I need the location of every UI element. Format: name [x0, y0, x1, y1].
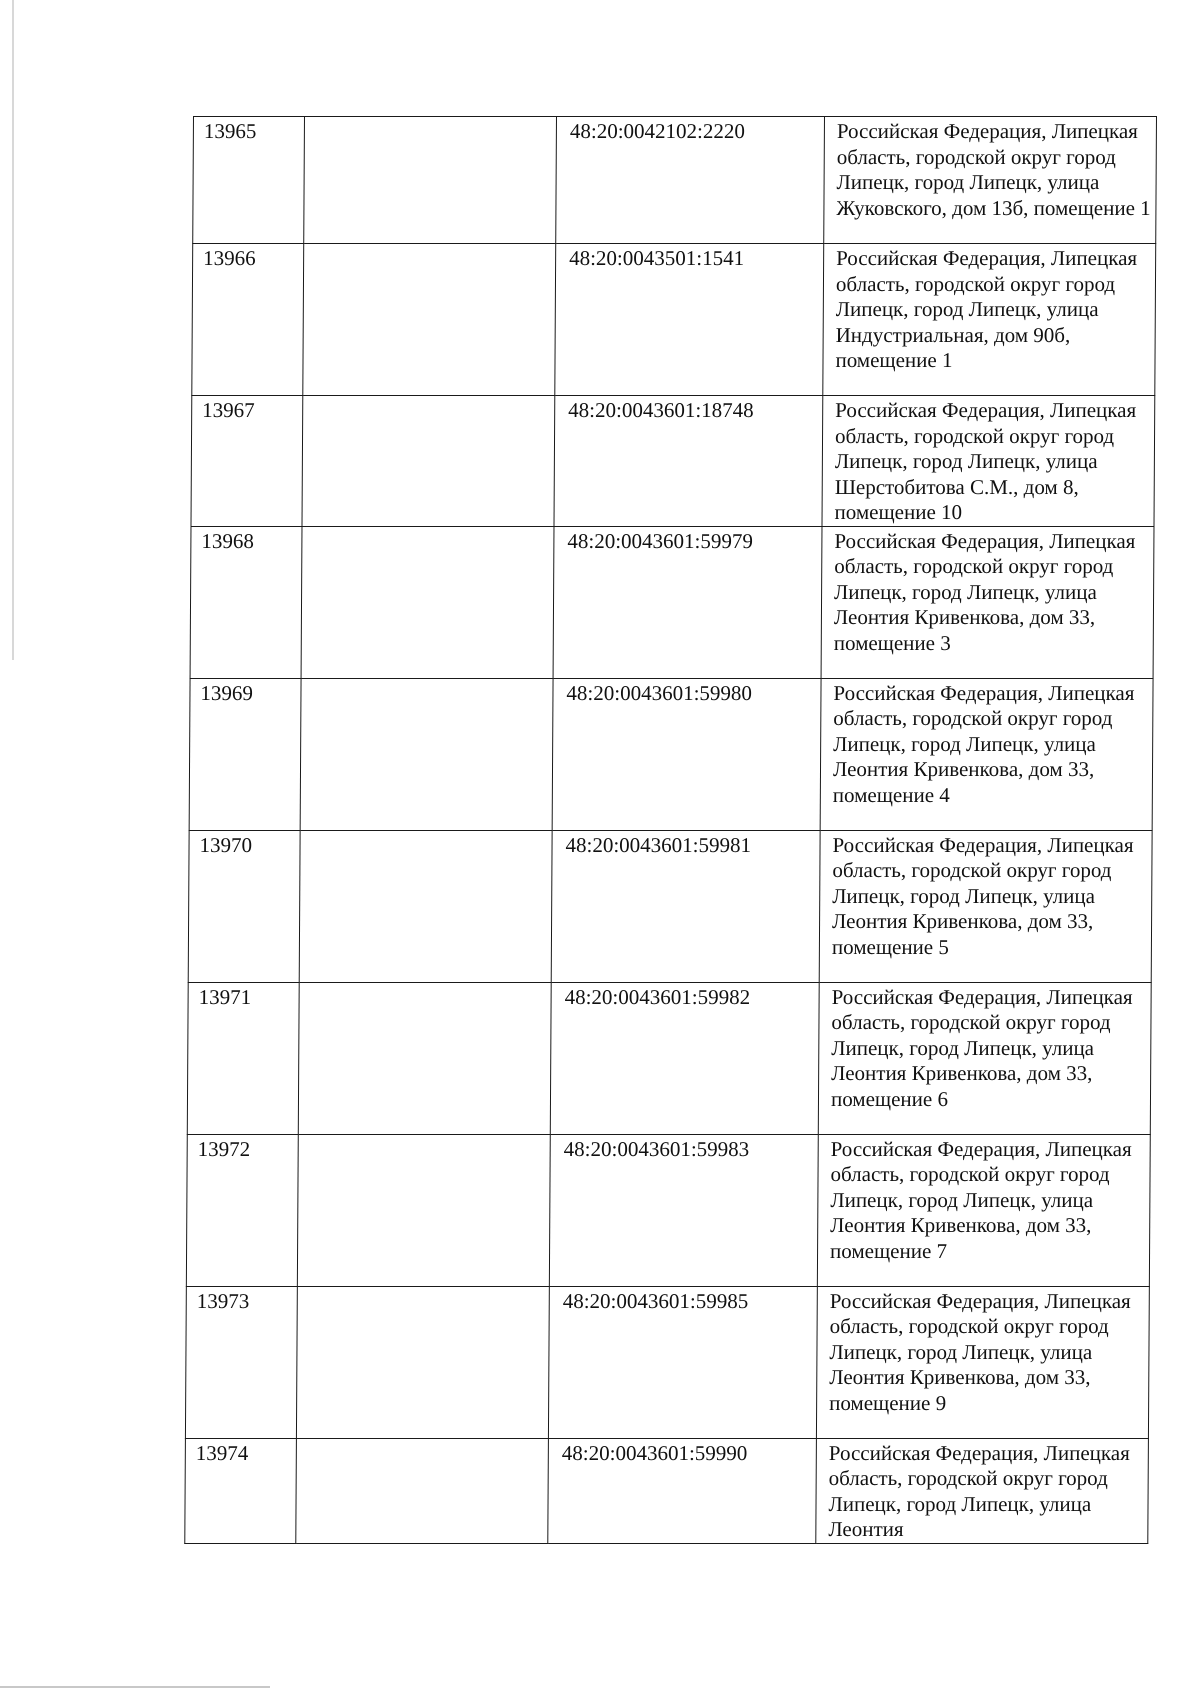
empty-cell [303, 244, 556, 396]
address-text: Российская Федерация, Липецкая область, городской округ город Липецк, город Липецк, улица Леонтия Кривенкова, дом 33, помещение 9 [829, 1288, 1131, 1415]
empty-cell [299, 830, 552, 982]
row-number: 13974 [185, 1438, 297, 1543]
address [817, 1134, 1150, 1286]
empty-cell [304, 117, 557, 244]
empty-cell [302, 396, 555, 527]
scan-edge-left [12, 0, 14, 660]
address-text: Российская Федерация, Липецкая область, городской округ город Липецк, город Липецк, улица Леонтия [828, 1440, 1130, 1541]
empty-cell [300, 678, 553, 830]
address-text: Российская Федерация, Липецкая область, городской округ город Липецк, город Липецк, улица Леонтия Кривенкова, дом 33, помещение 3 [833, 528, 1136, 655]
scan-edge-bottom [0, 1686, 270, 1688]
empty-cell [296, 1438, 549, 1543]
cadastral-number: 48:20:0042102:2220 [556, 117, 825, 244]
cadastral-number: 48:20:0043601:59990 [548, 1438, 817, 1543]
row-number: 13969 [189, 678, 301, 830]
row-number: 13971 [187, 982, 299, 1134]
cadastral-number: 48:20:0043601:18748 [554, 396, 823, 527]
address-text: Российская Федерация, Липецкая область, городской округ город Липецк, город Липецк, улица Леонтия Кривенкова, дом 33, помещение 4 [832, 680, 1135, 807]
address [824, 117, 1157, 244]
address [816, 1286, 1149, 1438]
cadastral-number: 48:20:0043601:59979 [553, 526, 822, 678]
address [818, 982, 1151, 1134]
address-text: Российская Федерация, Липецкая область, городской округ город Липецк, город Липецк, улица Шерстобитова С.М., дом 8, помещение 10 [834, 398, 1137, 524]
empty-cell [298, 982, 551, 1134]
row-number: 13970 [188, 830, 300, 982]
cadastral-number: 48:20:0043501:1541 [555, 244, 824, 396]
address-text: Российская Федерация, Липецкая область, городской округ город Липецк, город Липецк, улица Леонтия Кривенкова, дом 33, помещение 6 [830, 984, 1133, 1111]
address [816, 1438, 1149, 1543]
address [821, 526, 1154, 678]
empty-cell [297, 1134, 550, 1286]
cadastral-number: 48:20:0043601:59980 [552, 678, 821, 830]
empty-cell [301, 526, 554, 678]
property-register-table [184, 116, 1157, 1544]
table-row [191, 396, 1155, 527]
table-row [185, 1438, 1149, 1543]
address [819, 830, 1152, 982]
table-row [193, 117, 1157, 244]
row-number: 13973 [185, 1286, 297, 1438]
empty-cell [296, 1286, 549, 1438]
row-number: 13965 [193, 117, 305, 244]
row-number: 13972 [186, 1134, 298, 1286]
table-row [189, 678, 1153, 830]
table-row [186, 1134, 1150, 1286]
address-text: Российская Федерация, Липецкая область, городской округ город Липецк, город Липецк, улица Жуковского, дом 13б, помещение 1 [836, 119, 1151, 220]
address [823, 244, 1156, 396]
address [822, 396, 1155, 527]
cadastral-number: 48:20:0043601:59985 [548, 1286, 817, 1438]
address-text: Российская Федерация, Липецкая область, городской округ город Липецк, город Липецк, улица Леонтия Кривенкова, дом 33, помещение 5 [831, 832, 1134, 959]
row-number: 13966 [192, 244, 304, 396]
address-text: Российская Федерация, Липецкая область, городской округ город Липецк, город Липецк, улица Индустриальная, дом 90б, помещение 1 [835, 246, 1138, 372]
row-number: 13967 [191, 396, 303, 527]
address-text: Российская Федерация, Липецкая область, городской округ город Липецк, город Липецк, улица Леонтия Кривенкова, дом 33, помещение 7 [829, 1136, 1132, 1263]
table-row [185, 1286, 1149, 1438]
table-row [192, 244, 1156, 396]
address [820, 678, 1153, 830]
table-row [188, 830, 1152, 982]
row-number: 13968 [190, 526, 302, 678]
cadastral-number: 48:20:0043601:59982 [550, 982, 819, 1134]
cadastral-number: 48:20:0043601:59981 [551, 830, 820, 982]
table-row [187, 982, 1151, 1134]
cadastral-number: 48:20:0043601:59983 [549, 1134, 818, 1286]
table-row [190, 526, 1154, 678]
